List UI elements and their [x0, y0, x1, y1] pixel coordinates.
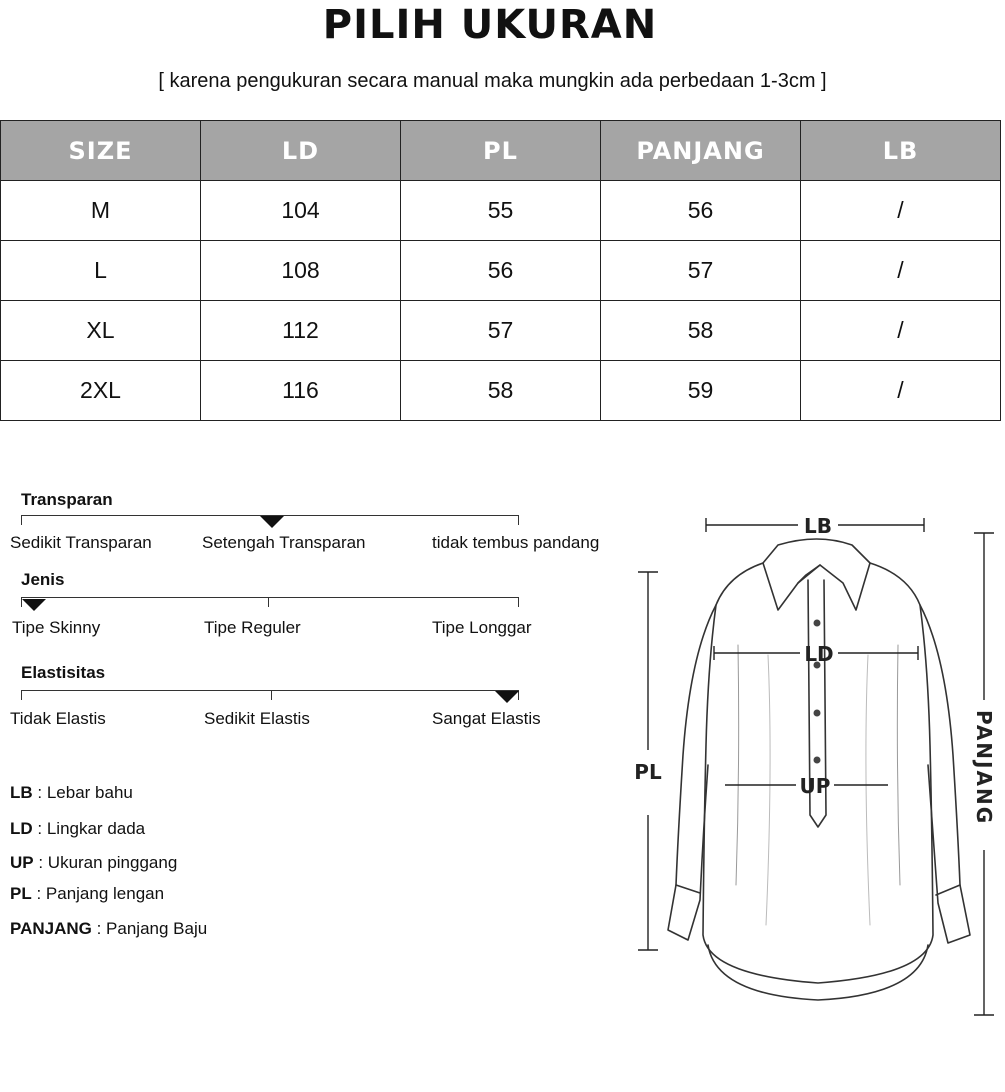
scale-label: Tipe Skinny — [12, 618, 101, 637]
table-cell: 108 — [201, 241, 401, 301]
table-cell: 59 — [601, 361, 801, 421]
scale-marker — [22, 599, 46, 611]
table-row — [1, 361, 1001, 421]
scale-label: Tipe Reguler — [204, 618, 301, 637]
table-cell: 58 — [601, 301, 801, 361]
legend-item-up — [10, 853, 177, 873]
legend-abbr: PL — [10, 884, 32, 903]
lb-label: LB — [804, 514, 832, 538]
legend-item-pl — [10, 884, 164, 904]
legend-abbr: LB — [10, 783, 33, 802]
table-cell: 56 — [401, 241, 601, 301]
legend-text: : Ukuran pinggang — [33, 853, 178, 872]
scale-line — [21, 597, 518, 598]
header-panjang: PANJANG — [601, 121, 801, 181]
legend-text: : Panjang lengan — [31, 884, 165, 903]
table-cell: 104 — [201, 181, 401, 241]
panjang-label: PANJANG — [972, 710, 996, 826]
scale-tick — [268, 597, 269, 607]
table-cell: 56 — [601, 181, 801, 241]
table-cell: 55 — [401, 181, 601, 241]
header-lb: LB — [801, 121, 1001, 181]
table-cell: 116 — [201, 361, 401, 421]
table-cell: 2XL — [1, 361, 201, 421]
scale-tick — [271, 690, 272, 700]
shirt-measurement-diagram — [628, 505, 1000, 1025]
table-cell: / — [801, 241, 1001, 301]
table-cell: 57 — [601, 241, 801, 301]
scale-label: Tidak Elastis — [10, 709, 106, 728]
table-cell: / — [801, 181, 1001, 241]
legend-item-panjang — [10, 919, 207, 939]
legend-text: : Lebar bahu — [32, 783, 133, 802]
measurement-note: [ karena pengukuran secara manual maka mungkin ada perbedaan 1-3cm ] — [158, 70, 827, 92]
scale-label: Sedikit Elastis — [204, 709, 310, 728]
table-cell: 112 — [201, 301, 401, 361]
scale-label: Tipe Longgar — [432, 618, 532, 637]
size-table — [0, 120, 1001, 421]
table-cell: / — [801, 301, 1001, 361]
table-cell: M — [1, 181, 201, 241]
scale-tick — [21, 515, 22, 525]
scale-tick — [21, 690, 22, 700]
ld-label: LD — [804, 642, 834, 666]
table-row — [1, 301, 1001, 361]
scale-label: tidak tembus pandang — [432, 533, 600, 552]
scale-label: Sangat Elastis — [432, 709, 541, 728]
page-title: PILIH UKURAN — [322, 2, 658, 48]
legend-text: : Panjang Baju — [91, 919, 208, 938]
scale-label: Sedikit Transparan — [10, 533, 152, 552]
table-cell: / — [801, 361, 1001, 421]
pl-label: PL — [634, 760, 662, 784]
scale-tick — [518, 597, 519, 607]
legend-item-lb — [10, 783, 133, 803]
scale-title-elastisitas: Elastisitas — [21, 663, 106, 682]
table-cell: 58 — [401, 361, 601, 421]
shirt-outline — [668, 539, 970, 1000]
up-label: UP — [799, 774, 831, 798]
header-pl: PL — [401, 121, 601, 181]
table-row — [1, 241, 1001, 301]
legend-abbr: PANJANG — [10, 919, 92, 938]
scale-title-transparan: Transparan — [21, 490, 113, 509]
legend-text: : Lingkar dada — [32, 819, 146, 838]
table-cell: L — [1, 241, 201, 301]
table-cell: 57 — [401, 301, 601, 361]
scale-marker — [260, 516, 284, 528]
table-cell: XL — [1, 301, 201, 361]
table-row — [1, 181, 1001, 241]
legend-abbr: LD — [10, 819, 33, 838]
table-header-row — [1, 121, 1001, 181]
scale-line — [21, 690, 518, 691]
scale-label: Setengah Transparan — [202, 533, 366, 552]
legend-item-ld — [10, 819, 145, 839]
scale-title-jenis: Jenis — [21, 570, 65, 589]
header-size: SIZE — [1, 121, 201, 181]
scale-marker — [495, 691, 519, 703]
scale-tick — [518, 515, 519, 525]
legend-abbr: UP — [10, 853, 34, 872]
header-ld: LD — [201, 121, 401, 181]
